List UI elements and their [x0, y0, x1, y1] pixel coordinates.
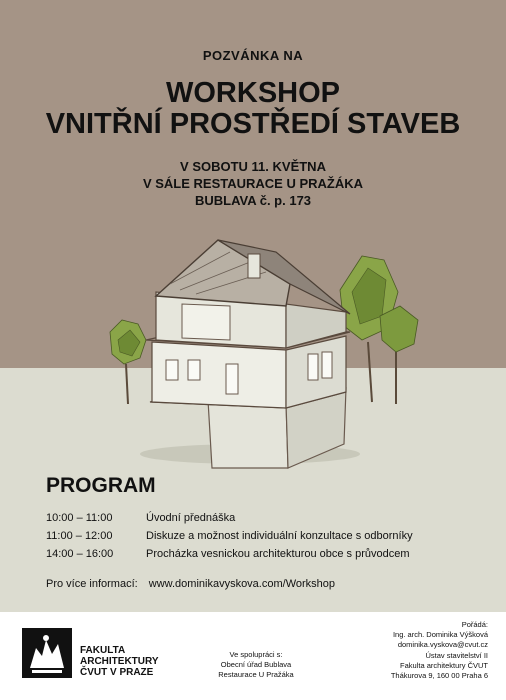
title-line-1: WORKSHOP: [166, 77, 340, 109]
org-line-4: Ústav stavitelství II: [425, 650, 488, 660]
tree-icon: [340, 256, 418, 404]
program-time: 14:00 – 16:00: [46, 548, 114, 560]
faculty-name: [80, 645, 159, 678]
house-cutaway-illustration: [100, 232, 440, 472]
date-line-3: BUBLAVA č. p. 173: [194, 193, 312, 208]
date-line-2: V SÁLE RESTAURACE U PRAŽÁKA: [142, 176, 364, 191]
org-line-5: Fakulta architektury ČVUT: [400, 660, 488, 670]
program-heading: PROGRAM: [46, 474, 156, 497]
faculty-line-1: FAKULTA: [80, 645, 126, 656]
faculty-line-2: ARCHITEKTURY: [80, 656, 159, 667]
workshop-title: [0, 78, 506, 140]
more-info: [46, 578, 335, 590]
tree-icon: [110, 320, 146, 404]
program-description: Úvodní přednáška: [146, 512, 236, 524]
title-line-2: VNITŘNÍ PROSTŘEDÍ STAVEB: [45, 108, 461, 140]
org-line-1: Pořádá:: [461, 620, 488, 629]
org-line-2: Ing. arch. Dominika Výšková: [392, 630, 488, 640]
more-info-label: Pro více informací:: [46, 578, 138, 590]
coop-line-3: Restaurace U Pražáka: [218, 670, 294, 679]
faculty-logo-icon: [22, 628, 72, 678]
faculty-line-3: ČVUT V PRAZE: [80, 667, 154, 678]
program-description: Procházka vesnickou architekturou obce s průvodcem: [146, 548, 410, 560]
program-time: 10:00 – 11:00: [46, 512, 113, 524]
org-email[interactable]: dominika.vyskova@cvut.cz: [397, 640, 488, 650]
org-line-6: Thákurova 9, 160 00 Praha 6: [390, 671, 488, 681]
program-description: Diskuze a možnost individuální konzultace s odborníky: [146, 530, 413, 542]
more-info-link[interactable]: www.dominikavyskova.com/Workshop: [148, 578, 336, 590]
coop-line-1: Ve spolupráci s:: [229, 650, 283, 659]
coop-line-2: Obecní úřad Bublava: [220, 660, 292, 669]
cooperation: [206, 650, 306, 680]
organizer: [391, 620, 488, 681]
program-time: 11:00 – 12:00: [46, 530, 113, 542]
date-line-1: V SOBOTU 11. KVĚTNA: [180, 159, 326, 174]
pre-title: POZVÁNKA NA: [202, 48, 304, 63]
event-date-place: [0, 158, 506, 209]
